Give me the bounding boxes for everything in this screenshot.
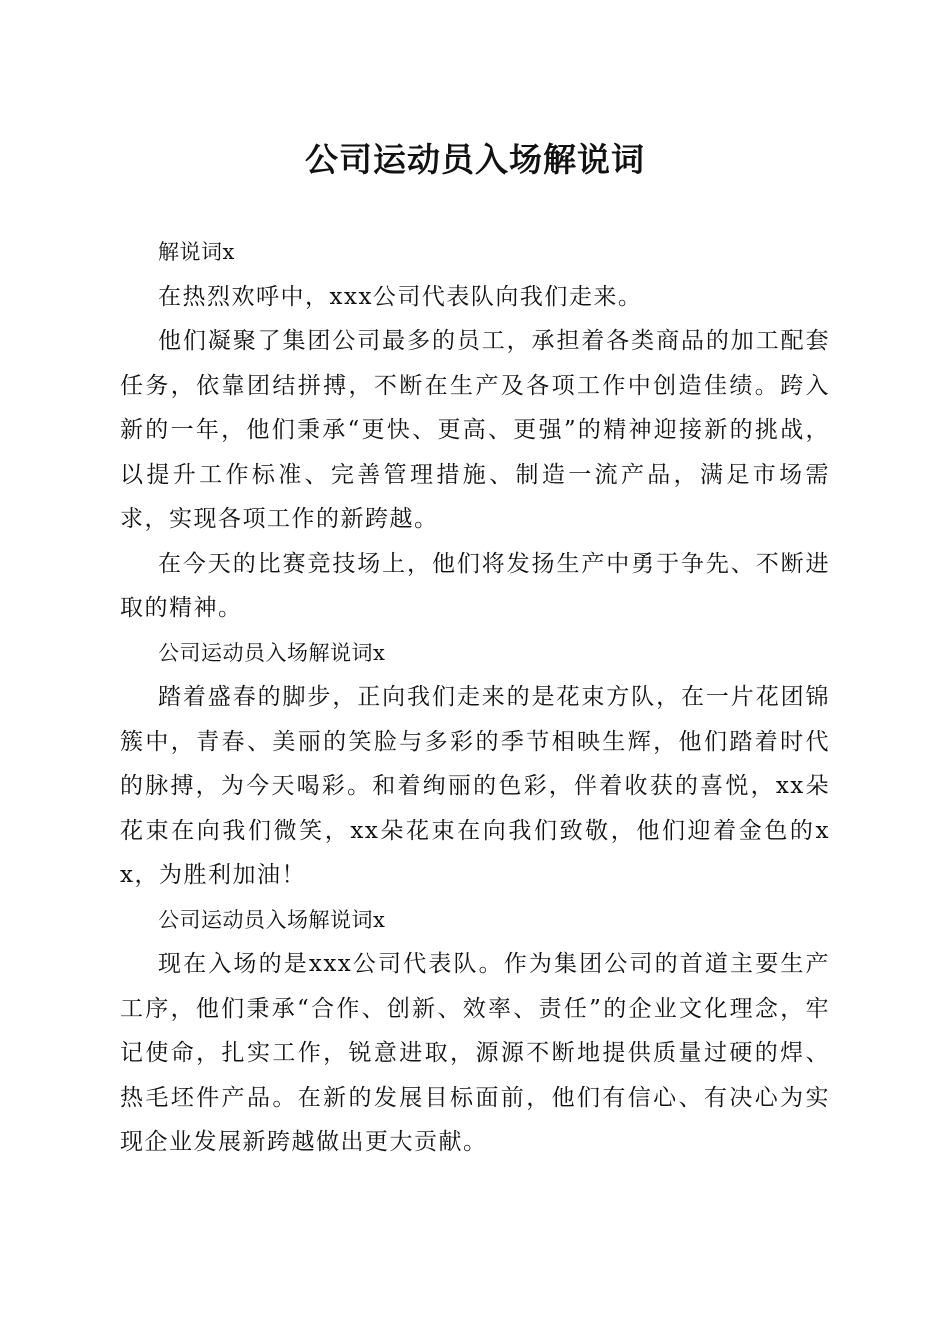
paragraph: 踏着盛春的脚步，正向我们走来的是花束方队，在一片花团锦簇中，青春、美丽的笑脸与多彩的季节相映生辉，他们踏着时代的脉搏，为今天喝彩。和着绚丽的色彩，伴着收获的喜悦，xx朵花束在向我们微笑，xx朵花束在向我们致敬，他们迎着金色的xx，为胜利加油！ [120, 684, 830, 888]
document-body [120, 230, 830, 1165]
paragraph: 现在入场的是xxx公司代表队。作为集团公司的首道主要生产工序，他们秉承“合作、创新、效率、责任”的企业文化理念，牢记使命，扎实工作，锐意进取，源源不断地提供质量过硬的焊、热毛坯件产品。在新的发展目标面前，他们有信心、有决心为实现企业发展新跨越做出更大贡献。 [120, 951, 830, 1155]
section-heading: 公司运动员入场解说词x [158, 907, 386, 932]
paragraph: 在今天的比赛竞技场上，他们将发扬生产中勇于争先、不断进取的精神。 [120, 550, 830, 621]
document-title: 公司运动员入场解说词 [305, 140, 645, 179]
paragraph: 在热烈欢呼中，xxx公司代表队向我们走来。 [158, 283, 643, 310]
section-heading: 公司运动员入场解说词x [158, 640, 386, 665]
section-heading: 解说词x [158, 240, 235, 264]
paragraph: 他们凝聚了集团公司最多的员工，承担着各类商品的加工配套任务，依靠团结拼搏，不断在生产及各项工作中创造佳绩。跨入新的一年，他们秉承“更快、更高、更强”的精神迎接新的挑战，以提升工作标准、完善管理措施、制造一流产品，满足市场需求，实现各项工作的新跨越。 [120, 328, 830, 532]
